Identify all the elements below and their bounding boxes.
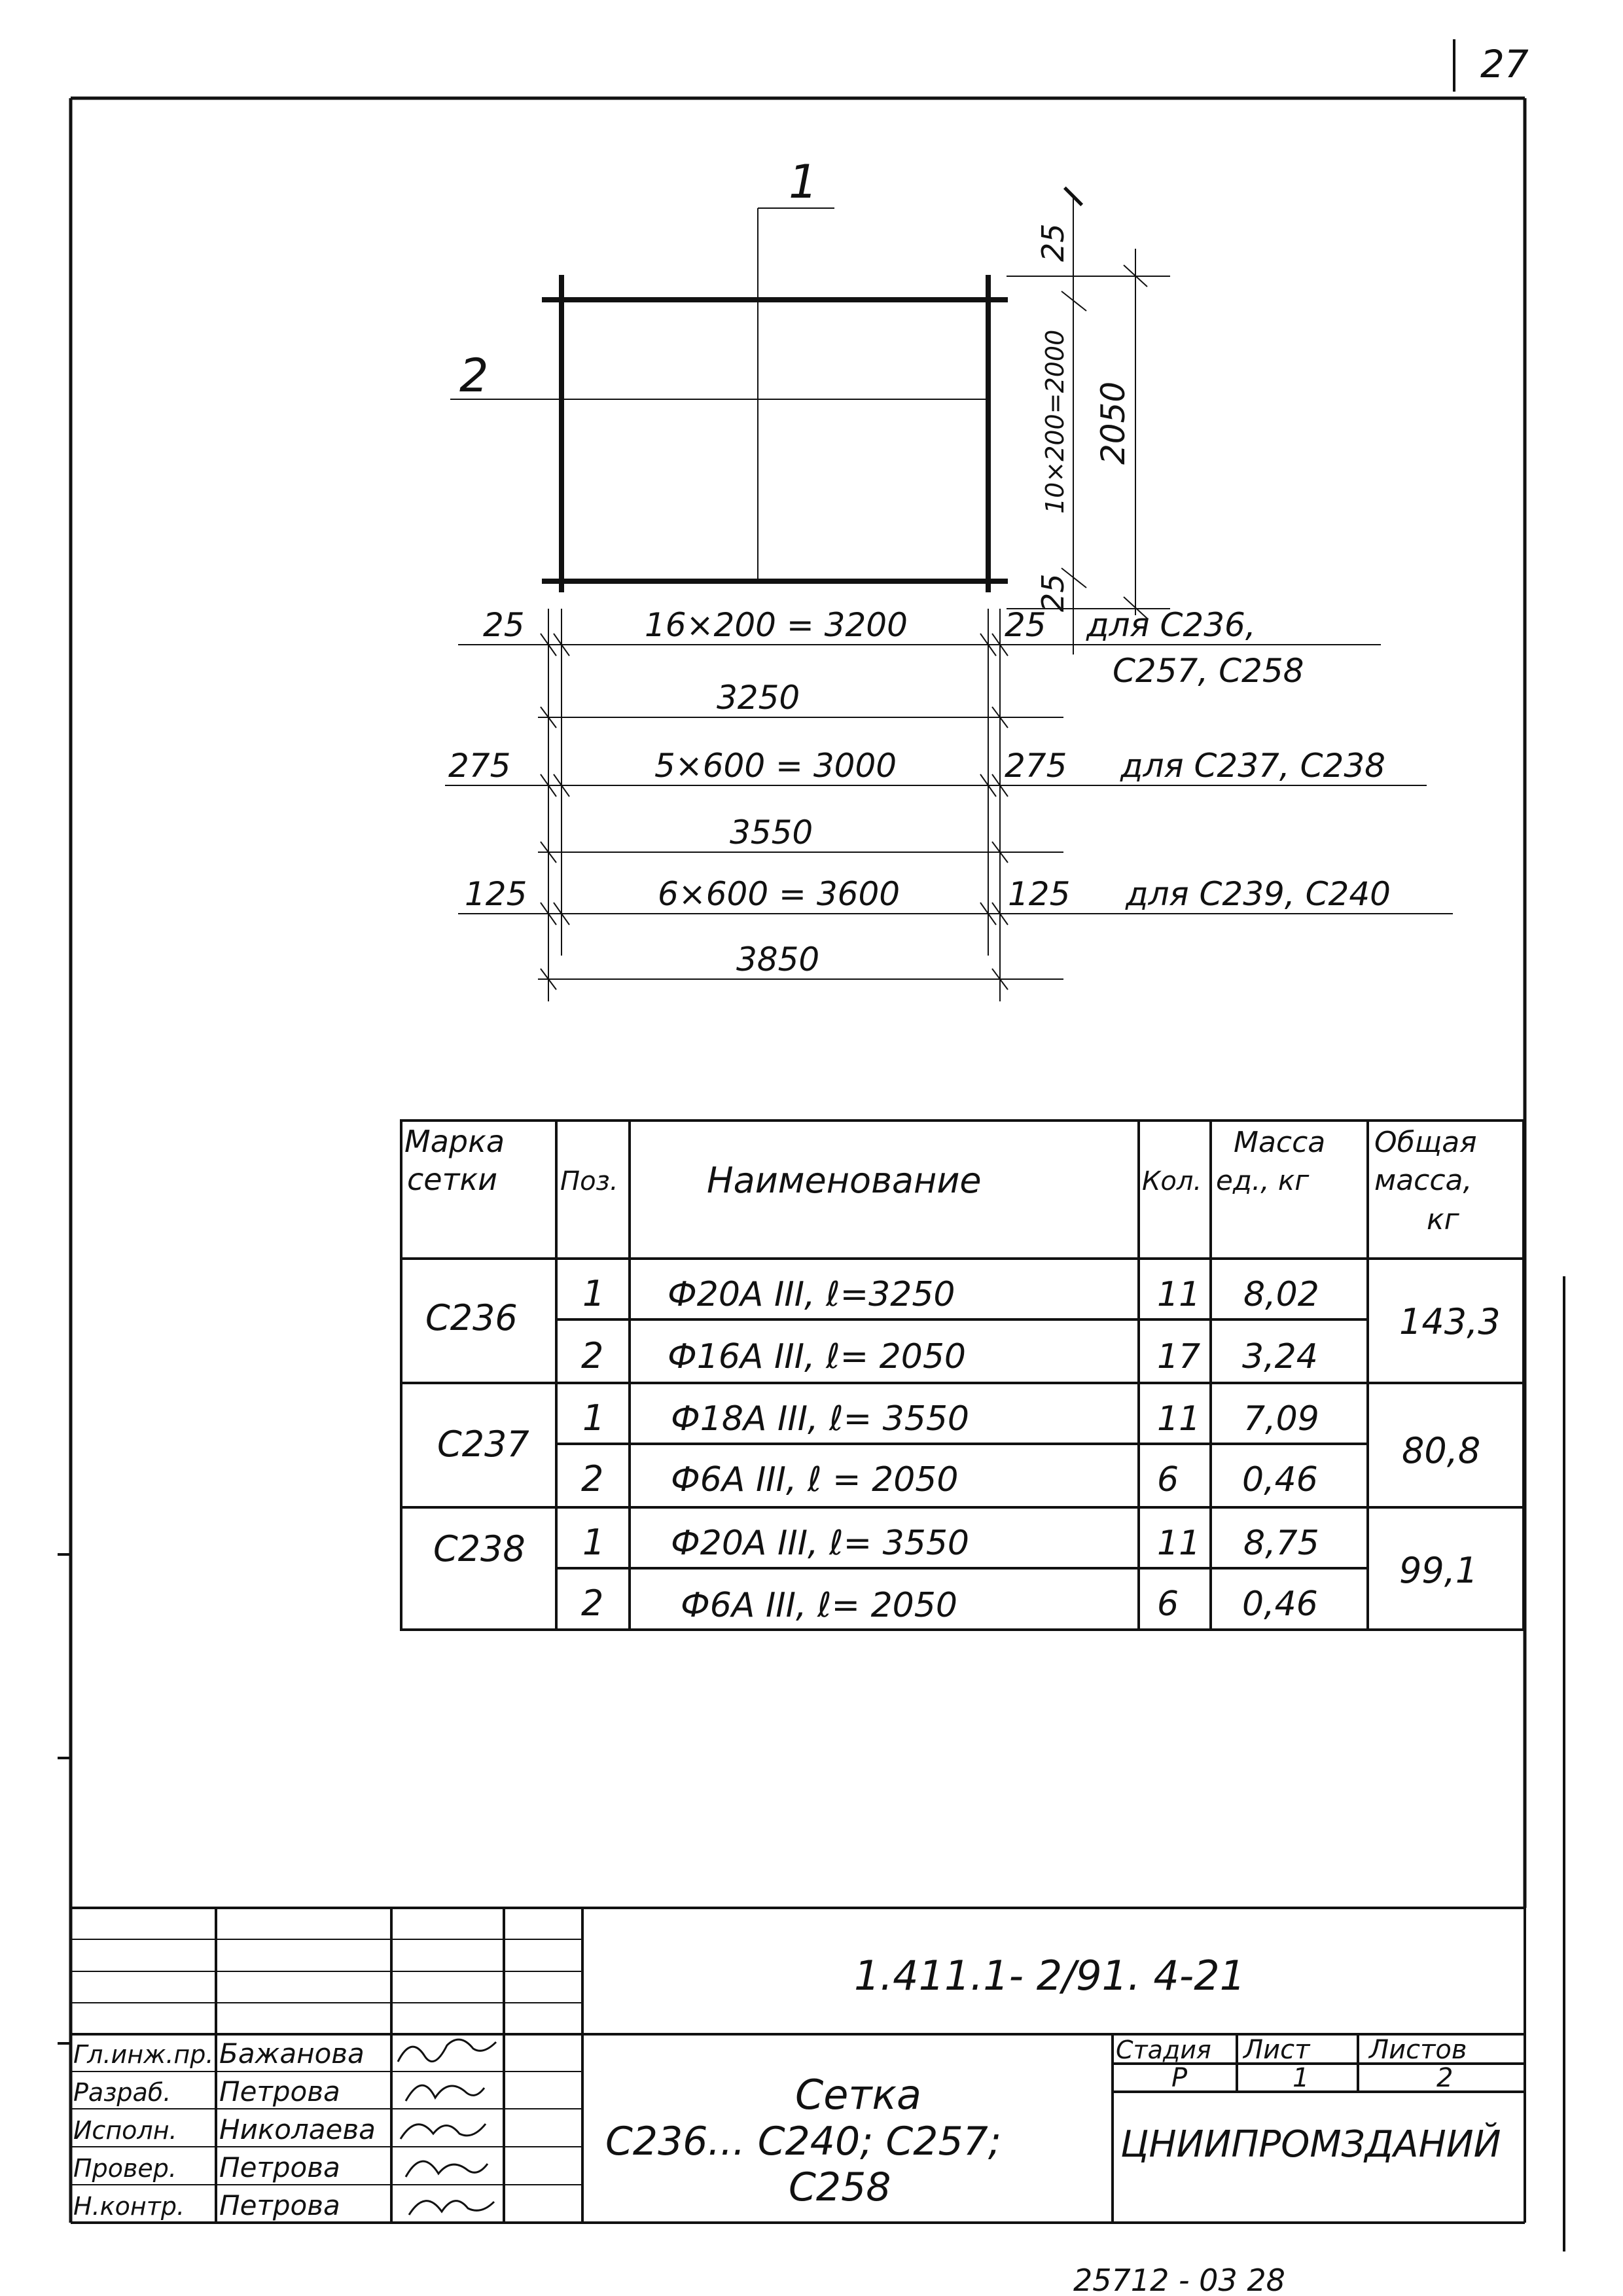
pos-cell: 1 xyxy=(582,1522,605,1563)
total-mass-cell: 99,1 xyxy=(1399,1550,1478,1591)
total-mass-cell: 80,8 xyxy=(1402,1430,1481,1471)
header-mark-line1: Марка xyxy=(404,1124,505,1159)
vertical-dim-bottom-offset: 25 xyxy=(1035,573,1071,612)
qty-cell: 11 xyxy=(1157,1275,1201,1314)
staff-name: Петрова xyxy=(219,2189,340,2221)
header-unit-mass-line2: ед., кг xyxy=(1216,1164,1310,1196)
name-cell: Ф20А III, ℓ=3250 xyxy=(668,1275,955,1314)
variant-1-total: 3250 xyxy=(717,679,800,717)
variant-3-middle: 6×600 = 3600 xyxy=(658,875,901,913)
sheets-label: Листов xyxy=(1369,2035,1467,2065)
variant-1-middle: 16×200 = 3200 xyxy=(645,606,908,644)
pos-cell: 1 xyxy=(582,1273,605,1314)
mark-cell: С237 xyxy=(437,1424,529,1465)
unit-mass-cell: 8,75 xyxy=(1243,1524,1319,1563)
header-qty: Кол. xyxy=(1142,1166,1202,1196)
name-cell: Ф6А III, ℓ = 2050 xyxy=(671,1460,959,1499)
qty-cell: 11 xyxy=(1157,1524,1201,1563)
pos-cell: 1 xyxy=(582,1397,605,1439)
header-unit-mass-line1: Масса xyxy=(1234,1126,1326,1159)
qty-cell: 11 xyxy=(1157,1399,1201,1439)
sheet-value: 1 xyxy=(1293,2063,1310,2093)
variant-2-total: 3550 xyxy=(730,814,813,852)
left-margin-ticks xyxy=(58,1554,71,2043)
unit-mass-cell: 0,46 xyxy=(1242,1585,1318,1624)
document-code: 1.411.1- 2/91. 4-21 xyxy=(854,1952,1246,2000)
name-cell: Ф6А III, ℓ= 2050 xyxy=(681,1586,957,1625)
title-line-2: С236... С240; С257; xyxy=(605,2119,1002,2164)
name-cell: Ф16А III, ℓ= 2050 xyxy=(668,1337,967,1376)
staff-role: Н.контр. xyxy=(73,2192,185,2221)
header-mark-line2: сетки xyxy=(407,1162,498,1197)
unit-mass-cell: 8,02 xyxy=(1243,1275,1319,1314)
variant-2-middle: 5×600 = 3000 xyxy=(654,747,897,785)
sheet-number: 27 xyxy=(1480,42,1529,86)
variant-1-note-line2: С257, С258 xyxy=(1113,652,1304,690)
unit-mass-cell: 3,24 xyxy=(1242,1337,1318,1376)
variant-2-offset-left: 275 xyxy=(448,747,511,785)
variant-3-offset-left: 125 xyxy=(465,875,527,913)
footer-code: 25712 - 03 28 xyxy=(1073,2263,1285,2296)
staff-name: Петрова xyxy=(219,2075,340,2108)
variant-3-offset-right: 125 xyxy=(1008,875,1071,913)
staff-name: Петрова xyxy=(219,2151,340,2183)
unit-mass-cell: 7,09 xyxy=(1243,1399,1319,1439)
stage-label: Стадия xyxy=(1116,2036,1211,2064)
signatures xyxy=(398,2039,496,2215)
header-total-mass-line2: масса, xyxy=(1374,1164,1472,1197)
qty-cell: 17 xyxy=(1157,1337,1201,1376)
staff-role: Исполн. xyxy=(73,2116,177,2145)
pos-cell: 2 xyxy=(581,1458,604,1499)
sheets-value: 2 xyxy=(1436,2063,1454,2093)
vertical-dim-top-offset: 25 xyxy=(1035,223,1071,262)
variant-1-offset-left: 25 xyxy=(483,606,525,644)
vertical-dim-middle: 10×200=2000 xyxy=(1041,329,1069,514)
organization: ЦНИИПРОМЗДАНИЙ xyxy=(1120,2123,1501,2166)
variant-1-note-line1: для С236, xyxy=(1086,606,1256,644)
qty-cell: 6 xyxy=(1157,1585,1179,1624)
position-mark-2: 2 xyxy=(459,349,489,403)
vertical-dim-overall: 2050 xyxy=(1094,381,1132,465)
pos-cell: 2 xyxy=(581,1583,604,1624)
variant-2-offset-right: 275 xyxy=(1005,747,1067,785)
variant-1-offset-right: 25 xyxy=(1005,606,1046,644)
stage-value: Р xyxy=(1171,2063,1188,2093)
variant-2-note-line1: для С237, С238 xyxy=(1120,747,1385,785)
header-total-mass-line3: кг xyxy=(1427,1203,1459,1236)
variant-3-note-line1: для С239, С240 xyxy=(1126,875,1391,913)
mark-cell: С238 xyxy=(433,1528,526,1570)
staff-role: Гл.инж.пр. xyxy=(73,2040,214,2069)
spec-table xyxy=(401,1121,1524,1630)
staff-name: Бажанова xyxy=(219,2037,365,2070)
title-block xyxy=(71,1908,1525,2223)
mesh-drawing xyxy=(445,155,1453,1001)
title-line-3: С258 xyxy=(789,2164,891,2210)
variant-3-total: 3850 xyxy=(736,941,820,978)
mark-cell: С236 xyxy=(425,1297,518,1338)
staff-name: Николаева xyxy=(219,2113,376,2145)
unit-mass-cell: 0,46 xyxy=(1242,1460,1318,1499)
qty-cell: 6 xyxy=(1157,1460,1179,1499)
position-mark-1: 1 xyxy=(789,155,818,209)
title-line-1: Сетка xyxy=(795,2071,921,2119)
header-pos: Поз. xyxy=(560,1166,618,1196)
name-cell: Ф20А III, ℓ= 3550 xyxy=(671,1524,970,1563)
total-mass-cell: 143,3 xyxy=(1399,1301,1501,1342)
sheet-label: Лист xyxy=(1243,2035,1310,2065)
name-cell: Ф18А III, ℓ= 3550 xyxy=(671,1399,970,1439)
header-total-mass-line1: Общая xyxy=(1374,1126,1477,1159)
staff-role: Провер. xyxy=(73,2154,177,2183)
pos-cell: 2 xyxy=(581,1335,604,1376)
staff-role: Разраб. xyxy=(73,2078,171,2107)
header-name: Наименование xyxy=(707,1160,982,1201)
